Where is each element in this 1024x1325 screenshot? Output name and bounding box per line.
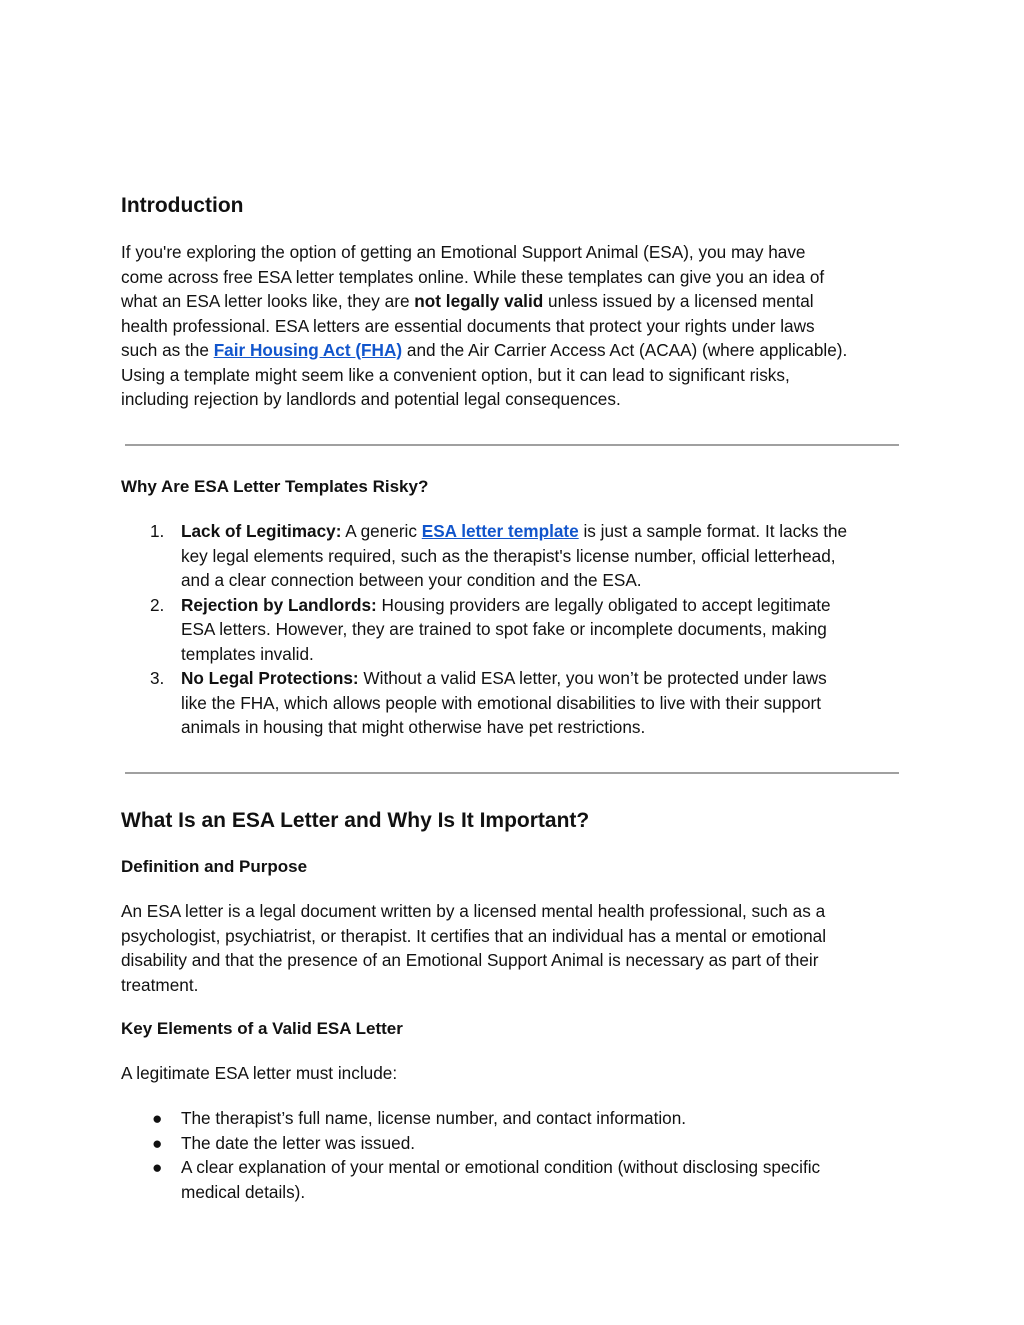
risk-2-line-2: ESA letters. However, they are trained to spot fake or incomplete documents, making <box>181 619 827 639</box>
risk-text: Housing providers are legally obligated to accept legitimate <box>376 594 831 615</box>
section-divider <box>125 444 899 446</box>
intro-line-7: including rejection by landlords and potential legal consequences. <box>121 389 621 409</box>
list-number: 3. <box>150 668 165 688</box>
risk-1-line-1 <box>181 519 911 544</box>
intro-line-3-text: what an ESA letter looks like, they are <box>121 291 415 311</box>
definition-paragraph <box>121 899 911 997</box>
risk-text-end: is just a sample format. It lacks the <box>578 521 848 541</box>
list-number: 2. <box>150 594 165 615</box>
risk-title: Lack of Legitimacy: <box>181 521 342 541</box>
risk-text: A generic <box>341 521 422 541</box>
what-is-esa-heading: What Is an ESA Letter and Why Is It Important? <box>121 809 590 832</box>
risk-3-line-1 <box>181 666 911 691</box>
key-elements-intro-text: A legitimate ESA letter must include: <box>121 1063 398 1083</box>
definition-line-3: disability and that the presence of an Emotional Support Animal is necessary as part of their <box>121 950 819 970</box>
risks-list <box>121 519 911 740</box>
fair-housing-act-link[interactable]: Fair Housing Act (FHA) <box>213 340 403 360</box>
intro-line-5-text-end: and the Air Carrier Access Act (ACAA) (where applicable). <box>402 340 848 360</box>
list-item <box>121 593 911 667</box>
bullet-icon: ● <box>152 1157 163 1177</box>
definition-line-4: treatment. <box>121 974 199 995</box>
intro-line-3 <box>121 289 911 314</box>
section-divider <box>125 772 899 774</box>
list-item <box>121 519 911 593</box>
risk-1-line-3: and a clear connection between your condition and the ESA. <box>181 570 642 590</box>
bullet-icon: ● <box>152 1108 163 1128</box>
definition-line-2: psychologist, psychiatrist, or therapist. It certifies that an individual has a mental or emotional <box>121 925 827 946</box>
definition-heading: Definition and Purpose <box>121 857 308 876</box>
introduction-paragraph <box>121 240 911 412</box>
risk-2-line-3: templates invalid. <box>181 643 314 664</box>
key-element-text: The therapist’s full name, license number, and contact information. <box>181 1108 687 1128</box>
intro-line-5 <box>121 338 911 363</box>
risks-heading: Why Are ESA Letter Templates Risky? <box>121 477 429 496</box>
esa-letter-template-link[interactable]: ESA letter template <box>421 521 579 541</box>
risk-3-line-3: animals in housing that might otherwise have pet restrictions. <box>181 717 646 737</box>
list-item <box>121 1131 911 1156</box>
bullet-icon: ● <box>152 1132 163 1153</box>
risk-1-line-2: key legal elements required, such as the therapist's license number, official letterhead, <box>181 545 836 566</box>
key-elements-list <box>121 1106 911 1204</box>
risk-title: No Legal Protections: <box>181 668 359 688</box>
intro-line-1: If you're exploring the option of getting an Emotional Support Animal (ESA), you may have <box>121 242 806 262</box>
key-element-text-continued: medical details). <box>181 1181 306 1202</box>
list-item <box>121 1155 911 1204</box>
definition-line-1: An ESA letter is a legal document written by a licensed mental health professional, such as a <box>121 901 826 921</box>
list-item <box>121 1106 911 1131</box>
risk-title: Rejection by Landlords: <box>181 594 377 615</box>
risk-3-line-2: like the FHA, which allows people with emotional disabilities to live with their support <box>181 692 822 713</box>
list-number: 1. <box>150 521 165 541</box>
risk-text: Without a valid ESA letter, you won’t be protected under laws <box>358 668 827 688</box>
intro-line-4: health professional. ESA letters are essential documents that protect your rights under laws <box>121 315 815 336</box>
intro-line-5-text: such as the <box>121 340 214 360</box>
intro-line-6: Using a template might seem like a convenient option, but it can lead to significant risks, <box>121 364 790 385</box>
not-legally-valid-emphasis: not legally valid <box>414 291 544 311</box>
key-elements-intro <box>121 1061 911 1086</box>
key-element-text: A clear explanation of your mental or emotional condition (without disclosing specific <box>181 1157 821 1177</box>
key-element-text: The date the letter was issued. <box>181 1132 416 1153</box>
introduction-heading: Introduction <box>121 194 244 217</box>
intro-line-3-text-end: unless issued by a licensed mental <box>543 291 814 311</box>
risk-2-line-1 <box>181 593 911 618</box>
intro-line-2: come across free ESA letter templates online. While these templates can give you an idea of <box>121 266 825 287</box>
list-item <box>121 666 911 740</box>
key-elements-heading: Key Elements of a Valid ESA Letter <box>121 1019 403 1038</box>
